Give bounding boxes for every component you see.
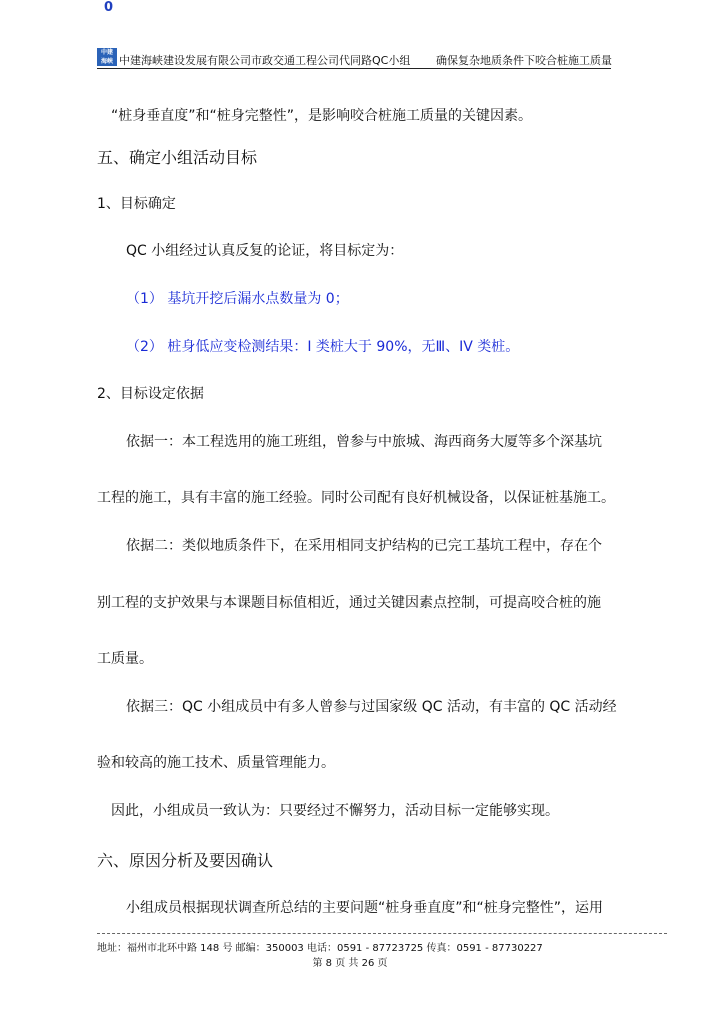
paragraph-goal-intro: QC 小组经过认真反复的论证，将目标定为： [126,243,404,259]
section-heading-6: 六、原因分析及要因确认 [97,851,274,870]
goal-item-1: （1） 基坑开挖后漏水点数量为 0； [126,291,349,307]
basis-2-line-1: 依据二：类似地质条件下，在采用相同支护结构的已完工基坑工程中，存在个 [126,538,602,554]
header-organization: 中建海峡建设发展有限公司市政交通工程公司代同路QC小组 [119,54,411,67]
header-project-title: 确保复杂地质条件下咬合桩施工质量 [436,54,612,67]
paragraph-key-factors: “桩身垂直度”和“桩身完整性”，是影响咬合桩施工质量的关键因素。 [111,108,533,124]
company-logo-icon [97,48,117,66]
subheading-goal-setting: 1、目标确定 [97,196,176,212]
footer-divider [97,933,667,934]
subheading-goal-basis: 2、目标设定依据 [97,386,204,402]
corner-mark: 0 [104,0,114,15]
goal-item-2: （2） 桩身低应变检测结果：I 类桩大于 90%，无Ⅲ、IV 类桩。 [126,339,520,355]
paragraph-conclusion: 因此，小组成员一致认为：只要经过不懈努力，活动目标一定能够实现。 [111,803,559,819]
page-header [97,46,611,69]
basis-1-line-1: 依据一：本工程选用的施工班组，曾参与中旅城、海西商务大厦等多个深基坑 [126,434,602,450]
basis-2-line-3: 工质量。 [97,651,153,667]
basis-1-line-2: 工程的施工，具有丰富的施工经验。同时公司配有良好机械设备，以保证桩基施工。 [97,490,615,506]
basis-3-line-1: 依据三：QC 小组成员中有多人曾参与过国家级 QC 活动，有丰富的 QC 活动经 [126,699,617,715]
logo-line-1: 中建 [100,49,113,56]
basis-2-line-2: 别工程的支护效果与本课题目标值相近，通过关键因素点控制，可提高咬合桩的施 [97,595,601,611]
logo-line-2: 海峡 [100,58,113,65]
section-heading-5: 五、确定小组活动目标 [97,148,258,167]
basis-3-line-2: 验和较高的施工技术、质量管理能力。 [97,755,335,771]
footer-address: 地址：福州市北环中路 148 号 邮编：350003 电话：0591 - 87723725 传真：0591 - 87730227 [97,943,543,954]
paragraph-cause-analysis: 小组成员根据现状调查所总结的主要问题“桩身垂直度”和“桩身完整性”，运用 [126,900,604,916]
page-number: 第 8 页 共 26 页 [312,958,388,969]
